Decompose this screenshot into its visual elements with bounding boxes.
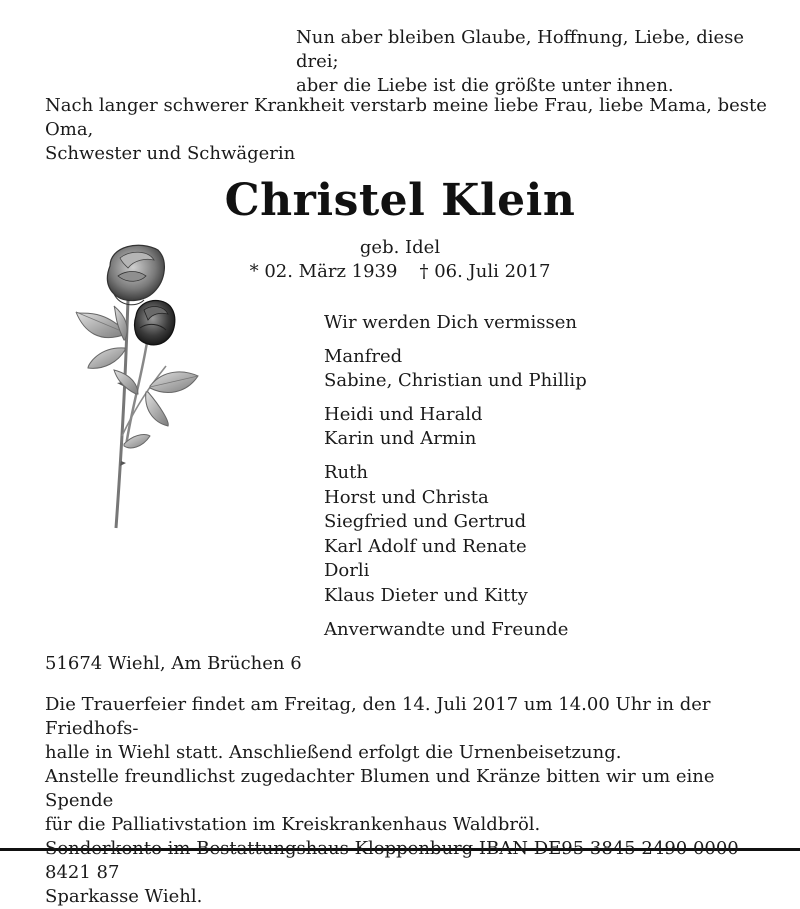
- family-heading: Wir werden Dich vermissen: [324, 312, 577, 333]
- birth-name: geb. Idel: [359, 237, 441, 258]
- family-member: Ruth: [324, 461, 368, 483]
- family-member: Horst und Christa: [324, 486, 489, 508]
- intro-text: [45, 94, 775, 166]
- notice-line: Die Trauerfeier findet am Freitag, den 14. Juli 2017 um 14.00 Uhr in der Friedhofs-: [45, 694, 711, 739]
- rose-icon: [70, 236, 210, 536]
- bible-verse: [296, 26, 776, 98]
- notice-line: für die Palliativstation im Kreiskrankenhaus Waldbröl.: [45, 814, 541, 835]
- family-member: Siegfried und Gertrud: [324, 511, 527, 533]
- verse-line: aber die Liebe ist die größte unter ihnen.: [296, 75, 674, 96]
- deceased-name: Christel Klein: [224, 175, 576, 226]
- family-member: Anverwandte und Freunde: [324, 618, 569, 640]
- family-member: Karin und Armin: [324, 428, 477, 450]
- notice-line: Sparkasse Wiehl.: [45, 886, 203, 907]
- intro-line: Schwester und Schwägerin: [45, 143, 296, 164]
- verse-line: Nun aber bleiben Glaube, Hoffnung, Liebe, diese drei;: [296, 27, 745, 72]
- notice-line: Sonderkonto im Bestattungshaus Kloppenburg IBAN DE95 3845 2490 0000 8421 87: [45, 838, 739, 883]
- notice-line: halle in Wiehl statt. Anschließend erfolgt die Urnenbeisetzung.: [45, 742, 622, 763]
- intro-line: Nach langer schwerer Krankheit verstarb meine liebe Frau, liebe Mama, beste Oma,: [45, 95, 767, 140]
- funeral-notice: [45, 693, 775, 909]
- family-list: [324, 311, 764, 642]
- family-member: Klaus Dieter und Kitty: [324, 584, 528, 606]
- death-date: † 06. Juli 2017: [419, 261, 551, 282]
- notice-line: Anstelle freundlichst zugedachter Blumen und Kränze bitten wir um eine Spende: [45, 766, 715, 811]
- address: 51674 Wiehl, Am Brüchen 6: [45, 653, 302, 674]
- family-member: Karl Adolf und Renate: [324, 535, 527, 557]
- family-member: Heidi und Harald: [324, 403, 483, 425]
- birth-date: * 02. März 1939: [249, 261, 398, 282]
- family-member: Sabine, Christian und Phillip: [324, 370, 587, 392]
- family-member: Dorli: [324, 560, 370, 582]
- family-member: Manfred: [324, 345, 403, 367]
